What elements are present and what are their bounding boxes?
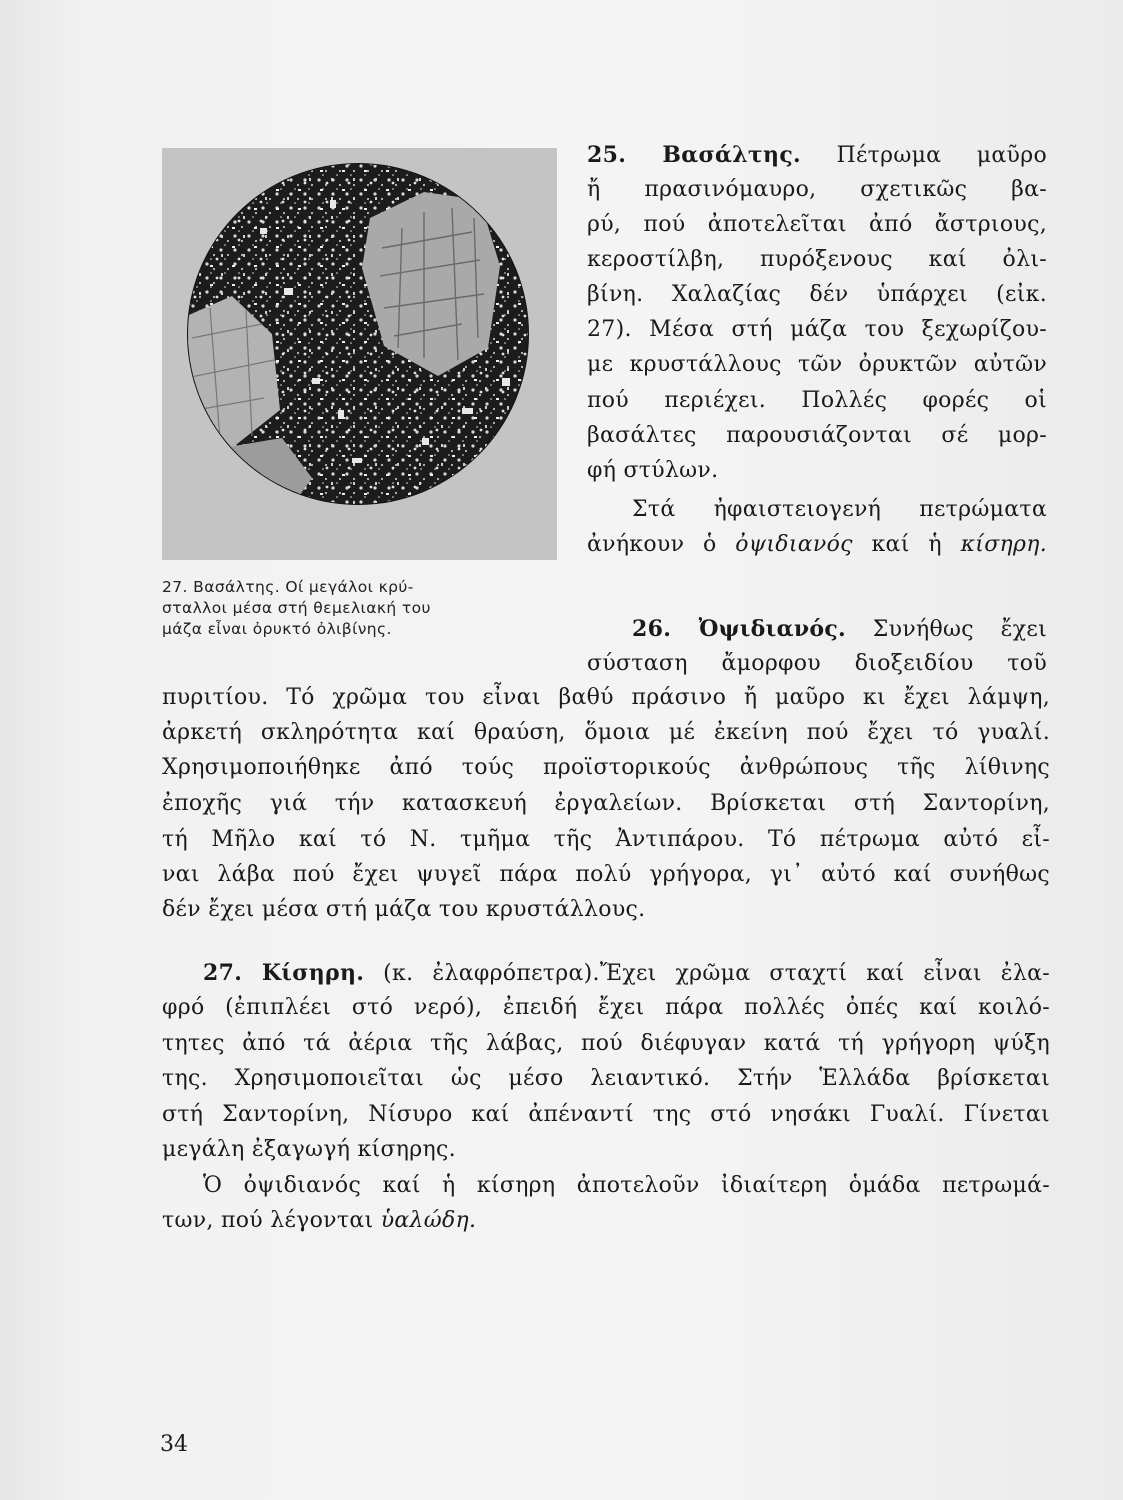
- paragraph-text: Πέτρωμα μαῦρο: [836, 143, 1048, 168]
- paragraph-line: σύσταση ἄμορφου διοξειδίου τοῦ: [587, 651, 1047, 676]
- paragraph-line-with-terms: [587, 530, 1047, 560]
- section-25-first-line: [587, 140, 1047, 171]
- paragraph-line: τητες ἀπό τά ἀέρια τῆς λάβας, πού διέφυγαν κατά τή γρήγορη ψύξη: [162, 1031, 1050, 1056]
- caption-line: 27. Βασάλτης. Οί μεγάλοι κρύ-: [162, 578, 414, 596]
- paragraph-line: κεροστίλβη, πυρόξενους καί ὀλι-: [587, 247, 1047, 272]
- paragraph-line: με κρυστάλλους τῶν ὀρυκτῶν αὐτῶν: [587, 352, 1047, 377]
- paragraph-line: της. Χρησιμοποιεῖται ὡς μέσο λειαντικό. Στήν Ἑλλάδα βρίσκεται: [162, 1066, 1050, 1091]
- section-26-first-line: [632, 614, 1047, 645]
- section-number: 25.: [587, 142, 627, 168]
- paragraph-line: ἀρκετή σκληρότητα καί θραύση, ὅμοια μέ ἐκείνη πού ἔχει τό γυαλί.: [162, 720, 1050, 745]
- paragraph-line: Στά ἠφαιστειογενή πετρώματα: [632, 497, 1047, 522]
- paragraph-line: βασάλτες παρουσιάζονται σέ μορ-: [587, 423, 1047, 448]
- italic-term: ὀψιδιανός: [735, 532, 853, 557]
- paragraph-text: καί ἡ: [871, 532, 942, 557]
- italic-term: κίσηρη.: [960, 532, 1048, 557]
- caption-line: σταλλοι μέσα στή θεμελιακή του: [162, 599, 431, 617]
- paragraph-line: στή Σαντορίνη, Νίσυρο καί ἀπέναντί της στό νησάκι Γυαλί. Γίνεται: [162, 1102, 1050, 1127]
- italic-term: ὑαλώδη.: [380, 1208, 477, 1233]
- section-heading: Ὀψιδιανός.: [698, 616, 847, 642]
- caption-line: μάζα εἶναι ὀρυκτό ὀλιβίνης.: [162, 620, 392, 638]
- paragraph-line: Ὁ ὀψιδιανός καί ἡ κίσηρη ἀποτελοῦν ἰδιαίτερη ὁμάδα πετρωμά-: [203, 1173, 1050, 1198]
- paragraph-line: δέν ἔχει μέσα στή μάζα του κρυστάλλους.: [162, 897, 646, 922]
- paragraph-line: τή Μῆλο καί τό Ν. τμῆμα τῆς Ἀντιπάρου. Τό πέτρωμα αὐτό εἶ-: [162, 827, 1050, 852]
- paragraph-text: (κ. ἐλαφρόπετρα).Ἔχει χρῶμα σταχτί καί εἶναι ἐλα-: [383, 961, 1050, 986]
- paragraph-line: ἐποχῆς γιά τήν κατασκευή ἐργαλείων. Βρίσκεται στή Σαντορίνη,: [162, 791, 1050, 816]
- page-number: 34: [160, 1432, 188, 1457]
- paragraph-line: ναι λάβα πού ἔχει ψυγεῖ πάρα πολύ γρήγορα, γι᾿ αὐτό καί συνήθως: [162, 862, 1050, 887]
- paragraph-line: πού περιέχει. Πολλές φορές οἱ: [587, 388, 1047, 413]
- figure-caption: [162, 577, 522, 640]
- paragraph-line: ἤ πρασινόμαυρο, σχετικῶς βα-: [587, 177, 1047, 202]
- section-number: 26.: [632, 616, 672, 642]
- paragraph-line: Χρησιμοποιήθηκε ἀπό τούς προϊστορικούς ἀνθρώπους τῆς λίθινης: [162, 755, 1050, 780]
- paragraph-line: μεγάλη ἐξαγωγή κίσηρης.: [162, 1137, 456, 1162]
- paragraph-line: 27). Μέσα στή μάζα του ξεχωρίζου-: [587, 317, 1047, 342]
- section-heading: Βασάλτης.: [662, 142, 801, 168]
- paragraph-line-with-term: [162, 1206, 1050, 1236]
- paragraph-text: των, πού λέγονται: [162, 1208, 374, 1233]
- paragraph-text: ἀνήκουν ὁ: [587, 532, 717, 557]
- paragraph-text: Συνήθως ἔχει: [872, 617, 1047, 642]
- basalt-micrograph: [162, 148, 557, 560]
- paragraph-line: ρύ, πού ἀποτελεῖται ἀπό ἄστριους,: [587, 212, 1047, 237]
- section-27-first-line: [203, 958, 1050, 989]
- section-heading: Κίσηρη.: [261, 960, 365, 986]
- section-number: 27.: [203, 960, 243, 986]
- paragraph-line: πυριτίου. Τό χρῶμα του εἶναι βαθύ πράσινο ἤ μαῦρο κι ἔχει λάμψη,: [162, 685, 1050, 710]
- paragraph-line: φρό (ἐπιπλέει στό νερό), ἐπειδή ἔχει πάρα πολλές ὀπές καί κοιλό-: [162, 995, 1050, 1020]
- paragraph-line: φή στύλων.: [587, 458, 719, 483]
- paragraph-line: βίνη. Χαλαζίας δέν ὑπάρχει (εἰκ.: [587, 282, 1047, 307]
